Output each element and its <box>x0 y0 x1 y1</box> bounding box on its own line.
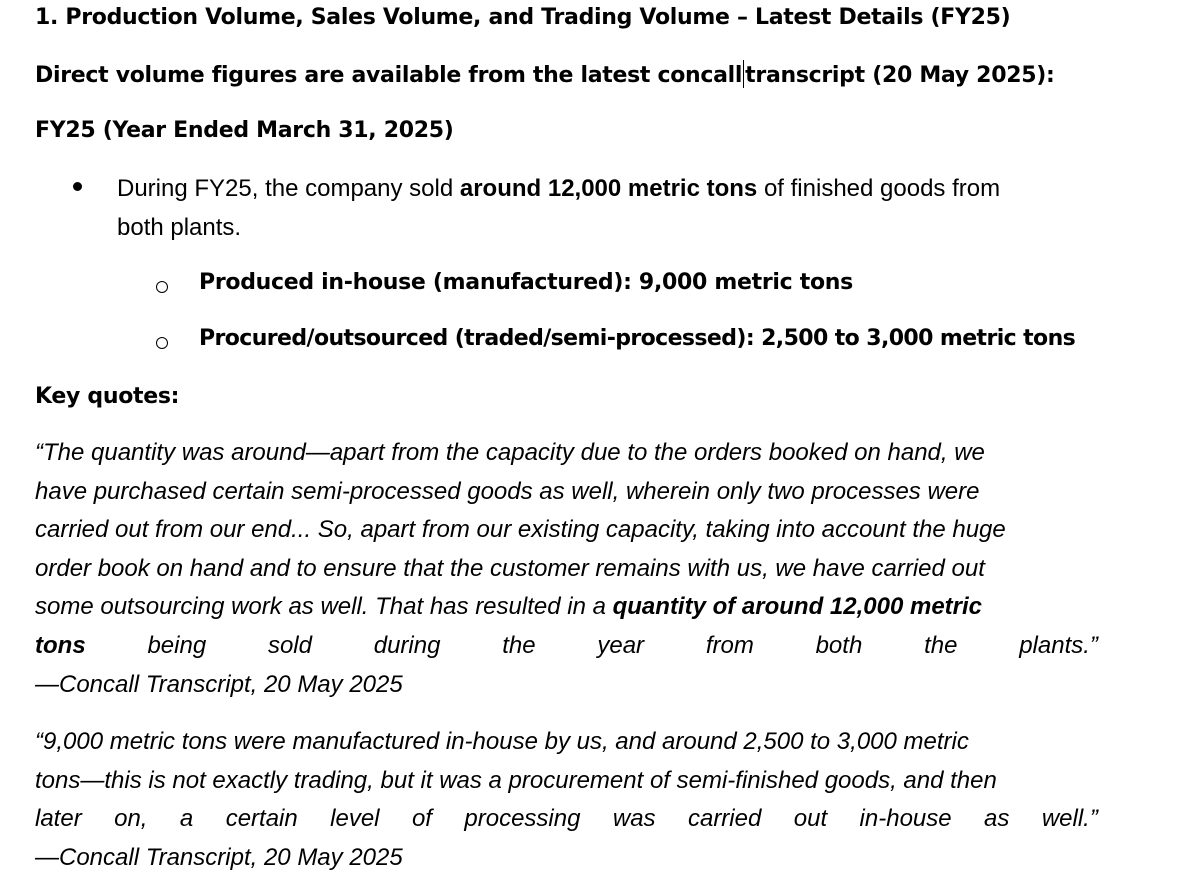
quote-word: on, <box>114 805 148 833</box>
quote-attribution: —Concall Transcript, 20 May 2025 <box>35 670 403 698</box>
quote-word: later <box>35 805 82 833</box>
quote-word: was <box>612 805 656 833</box>
bullet-item <box>117 169 1107 247</box>
quote-emphasis: quantity of around 12,000 metric <box>612 593 983 621</box>
quote-line-justified <box>35 800 1098 839</box>
intro-text-end: transcript (20 May 2025): <box>745 63 1055 88</box>
intro-line <box>35 60 1054 91</box>
quote-word: from <box>705 631 754 659</box>
intro-text: Direct volume figures are available from the latest concall <box>35 63 743 88</box>
quote-text: some outsourcing work as well. That has resulted in a <box>35 593 613 621</box>
quote-block-2 <box>35 723 1098 877</box>
quote-line: carried out from our end... So, apart from our existing capacity, taking into account the huge <box>35 516 1006 544</box>
bullet-prefix: During FY25, the company sold <box>117 175 460 202</box>
quote-word: both <box>815 631 863 659</box>
quote-word: the <box>502 631 536 659</box>
quote-word: being <box>147 631 207 659</box>
quote-word: as <box>984 805 1010 833</box>
quote-block-1 <box>35 434 1098 704</box>
section-heading: 1. Production Volume, Sales Volume, and Trading Volume – Latest Details (FY25) <box>35 5 1011 30</box>
quote-line: “9,000 metric tons were manufactured in-house by us, and around 2,500 to 3,000 metric <box>35 728 969 755</box>
quote-word: tons <box>35 631 86 659</box>
quote-word: well.” <box>1041 805 1098 833</box>
quote-line: “The quantity was around—apart from the capacity due to the orders booked on hand, we <box>35 439 985 466</box>
sub-bullet-circle-icon <box>156 337 168 349</box>
quote-word: processing <box>464 805 581 833</box>
period-heading: FY25 (Year Ended March 31, 2025) <box>35 118 454 143</box>
quote-word: certain <box>225 805 298 833</box>
quote-word: a <box>179 805 194 833</box>
quote-word: during <box>373 631 441 659</box>
quote-attribution: —Concall Transcript, 20 May 2025 <box>35 843 403 871</box>
quote-word: of <box>411 805 432 833</box>
quote-line <box>35 588 1098 627</box>
quote-word: carried <box>687 805 762 833</box>
sub-bullet-procured: Procured/outsourced (traded/semi-processed): 2,500 to 3,000 metric tons <box>199 326 1076 351</box>
quote-line: tons—this is not exactly trading, but it was a procurement of semi-finished goods, and then <box>35 766 997 794</box>
sub-bullet-circle-icon <box>156 281 168 293</box>
bullet-emphasis: around 12,000 metric tons <box>459 175 758 202</box>
bullet-suffix: of finished goods from <box>757 175 1001 202</box>
bullet-dot-icon <box>73 182 82 191</box>
quote-word: level <box>330 805 380 833</box>
sub-bullet-produced: Produced in-house (manufactured): 9,000 metric tons <box>199 270 853 295</box>
quote-word: in-house <box>859 805 952 833</box>
quote-word: the <box>924 631 958 659</box>
quote-word: sold <box>267 631 312 659</box>
key-quotes-label: Key quotes: <box>35 384 180 409</box>
quote-line: order book on hand and to ensure that the customer remains with us, we have carried out <box>35 554 985 582</box>
quote-line-justified <box>35 627 1098 666</box>
quote-word: out <box>793 805 828 833</box>
quote-word: year <box>597 631 645 659</box>
bullet-line2: both plants. <box>117 214 242 241</box>
quote-word: plants.” <box>1019 631 1098 659</box>
quote-line: have purchased certain semi-processed goods as well, wherein only two processes were <box>35 477 980 505</box>
